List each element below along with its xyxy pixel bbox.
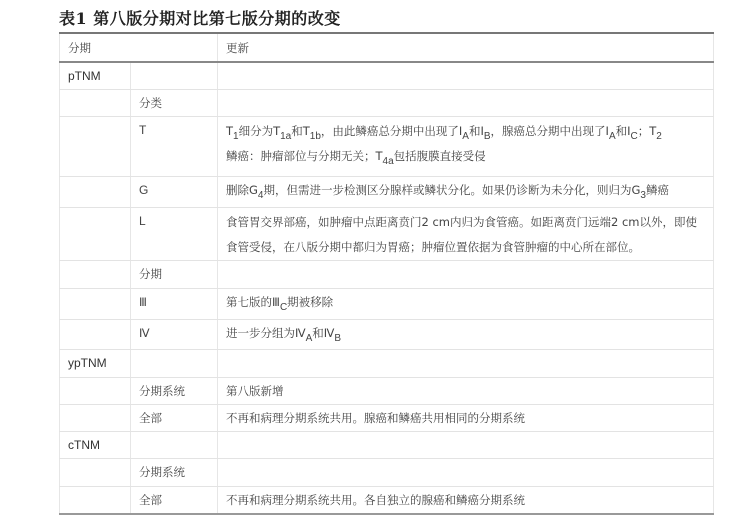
subscript: 3 [640,190,646,201]
update-cell [218,62,714,90]
update-cell [218,177,714,208]
section-cell [60,289,131,320]
text-run: 鳞癌：肿瘤部位与分期无关；T [226,149,383,163]
item-label: 全部 [139,493,162,507]
item-label: 分期系统 [139,465,185,479]
table-row [60,350,714,378]
section-cell [60,432,131,459]
update-text-line [226,144,705,169]
section-cell [60,62,131,90]
item-cell [131,320,218,350]
item-cell [131,350,218,378]
item-cell [131,261,218,289]
section-label: ypTNM [68,356,107,370]
table-row [60,62,714,90]
section-label: pTNM [68,69,101,83]
section-cell [60,208,131,261]
update-cell [218,378,714,405]
update-cell [218,289,714,320]
subscript: A [305,333,313,344]
item-label: Ⅳ [139,328,150,340]
table-row [60,432,714,459]
subscript: C [279,302,288,313]
table-row [60,378,714,405]
update-cell [218,350,714,378]
subscript: A [608,131,616,142]
item-cell [131,117,218,177]
table-row [60,117,714,177]
item-label: Ⅲ [139,297,147,309]
subscript: 4 [257,190,264,201]
update-text-line [226,378,705,404]
text-run: 期，但需进一步检测区分腺样或鳞状分化。如果仍诊断为未分化，则归为G [263,183,641,197]
update-text-line [226,289,705,315]
update-cell [218,208,714,261]
subscript: A [462,131,469,142]
item-cell [131,62,218,90]
subscript: 2 [656,131,662,142]
text-run: ，由此鳞癌总分期中出现了Ⅰ [320,124,463,138]
section-label: cTNM [68,438,100,452]
text-run: 和Ⅰ [615,124,631,138]
table-row [60,487,714,515]
text-run: T [226,124,234,138]
text-run: 不再和病理分期系统共用。各自独立的腺癌和鳞癌分期系统 [226,493,525,507]
item-cell [131,405,218,432]
subscript: B [334,333,342,344]
table-row [60,405,714,432]
update-text-line [226,320,705,346]
update-cell [218,117,714,177]
item-label: T [139,123,147,137]
update-cell [218,432,714,459]
header-update [218,33,714,62]
text-run: 期被移除 [287,295,334,309]
item-label: L [139,214,146,228]
text-run: ；T [637,124,657,138]
update-text-line [226,235,705,260]
text-run: 食管胃交界部癌，如肿瘤中点距离贲门2 cm内归为食管癌。如距离贲门远端2 cm以外，即使 [226,215,697,229]
header-update-label: 更新 [226,41,249,55]
table-row [60,177,714,208]
update-text-line [226,119,705,144]
header-stage-label: 分期 [68,41,91,55]
table-row [60,208,714,261]
update-cell [218,320,714,350]
subscript: C [630,131,638,142]
text-run: ，腺癌总分期中出现了Ⅰ [490,124,609,138]
text-run: 包括腹膜直接受侵 [393,149,486,163]
table-row [60,320,714,350]
item-cell [131,459,218,487]
table-row [60,459,714,487]
header-stage [60,33,218,62]
update-text-line [226,405,705,431]
section-cell [60,459,131,487]
item-label: 分期 [139,267,162,281]
item-cell [131,432,218,459]
update-cell [218,459,714,487]
item-cell [131,289,218,320]
text-run: 食管受侵，在八版分期中都归为胃癌；肿瘤位置依据为食管肿瘤的中心所在部位。 [226,240,640,254]
section-cell [60,487,131,515]
subscript: 1b [309,131,321,142]
subscript: B [483,131,491,142]
update-cell [218,90,714,117]
text-run: 进一步分组为Ⅳ [226,326,306,340]
text-run: 第八版新增 [226,384,284,398]
update-text-line [226,177,705,203]
item-cell [131,487,218,515]
text-run: 和Ⅳ [312,326,335,340]
update-cell [218,261,714,289]
subscript: 1 [233,131,239,142]
item-label: G [139,183,149,197]
item-label: 分期系统 [139,384,185,398]
update-text-line [226,210,705,235]
update-text-line [226,487,705,513]
section-cell [60,350,131,378]
section-cell [60,117,131,177]
item-label: 全部 [139,411,162,425]
item-cell [131,378,218,405]
update-cell [218,405,714,432]
subscript: 4a [382,156,394,167]
section-cell [60,90,131,117]
table-header-row [60,33,714,62]
item-cell [131,90,218,117]
section-cell [60,320,131,350]
table-title: 表1 第八版分期对比第七版分期的改变 [59,9,341,28]
item-cell [131,177,218,208]
text-run: 细分为T [238,124,281,138]
table-row [60,261,714,289]
subscript: 1a [280,131,292,142]
text-run: 删除G [226,183,258,197]
text-run: 第七版的Ⅲ [226,295,280,309]
table-row [60,289,714,320]
item-label: 分类 [139,96,162,110]
section-cell [60,378,131,405]
section-cell [60,177,131,208]
text-run: 鳞癌 [645,183,669,197]
text-run: 和Ⅰ [468,124,484,138]
item-cell [131,208,218,261]
section-cell [60,405,131,432]
update-cell [218,487,714,515]
text-run: 不再和病理分期系统共用。腺癌和鳞癌共用相同的分期系统 [226,411,525,425]
section-cell [60,261,131,289]
staging-changes-table [59,32,714,515]
table-row [60,90,714,117]
text-run: 和T [291,124,310,138]
